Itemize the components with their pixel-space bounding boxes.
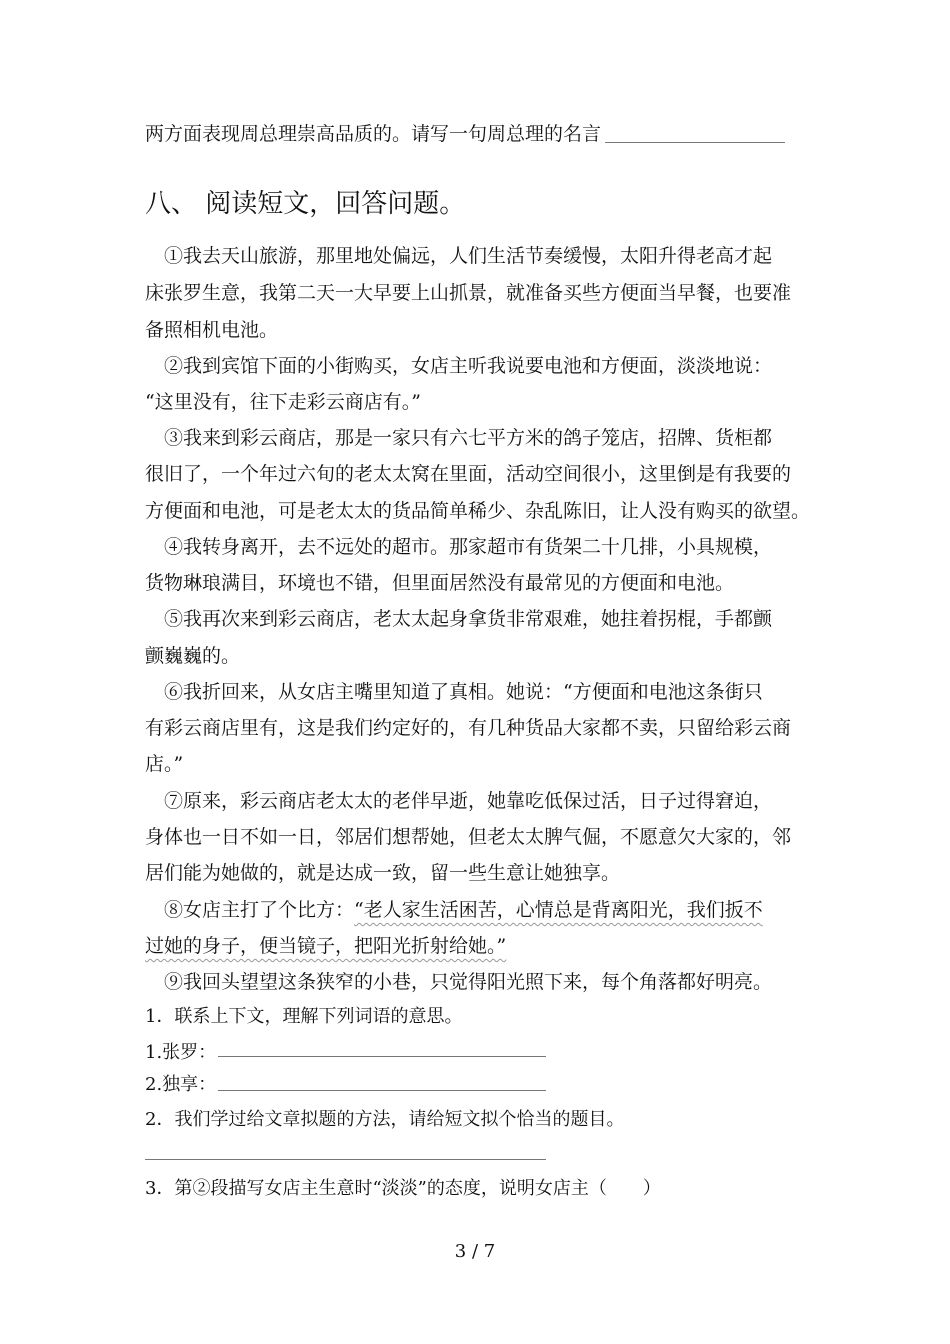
- answer-blank-2[interactable]: [145, 1159, 546, 1160]
- passage-line: 方便面和电池，可是老太太的货品简单稀少、杂乱陈旧，让人没有购买的欲望。: [145, 500, 811, 522]
- passage-line: ①我去天山旅游，那里地处偏远，人们生活节奏缓慢，太阳升得老高才起: [145, 245, 773, 267]
- passage-line: ④我转身离开，去不远处的超市。那家超市有货架二十几排，小具规模，: [145, 536, 773, 558]
- intro-line: [145, 122, 601, 146]
- paragraph-8-prefix: ⑧女店主打了个比方：: [145, 899, 355, 921]
- page-number: 3 / 7: [454, 1241, 496, 1262]
- paragraph-8-underlined-1: “老人家生活困苦，心情总是背离阳光，我们扳不: [354, 899, 763, 921]
- passage-line: “这里没有，往下走彩云商店有。”: [145, 391, 421, 413]
- paragraph-8-underlined-2: 过她的身子，便当镜子，把阳光折射给她。”: [145, 935, 507, 957]
- quote-answer-blank[interactable]: [605, 142, 785, 143]
- passage-line: 很旧了，一个年过六旬的老太太窝在里面，活动空间很小，这里倒是有我要的: [145, 463, 792, 485]
- question-1-item-a: 1.张罗：: [145, 1042, 217, 1063]
- answer-blank-1a[interactable]: [218, 1056, 546, 1057]
- passage-line: ⑦原来，彩云商店老太太的老伴早逝，她靠吃低保过活，日子过得窘迫，: [145, 790, 773, 812]
- passage-line: ⑤我再次来到彩云商店，老太太起身拿货非常艰难，她拄着拐棍，手都颤: [145, 608, 773, 630]
- paragraph-8-line-1: [145, 898, 763, 922]
- passage-line: ③我来到彩云商店，那是一家只有六七平方米的鸽子笼店，招牌、货柜都: [145, 427, 773, 449]
- passage-line: 身体也一日不如一日，邻居们想帮她，但老太太脾气倔，不愿意欠大家的，邻: [145, 826, 792, 848]
- question-2: 2．我们学过给文章拟题的方法，请给短文拟个恰当的题目。: [145, 1109, 625, 1130]
- intro-text: 两方面表现周总理崇高品质的。请写一句周总理的名言: [145, 123, 602, 145]
- passage-line: 颤巍巍的。: [145, 645, 241, 667]
- passage-line: 居们能为她做的，就是达成一致，留一些生意让她独享。: [145, 862, 621, 884]
- paragraph-9: ⑨我回头望望这条狭窄的小巷，只觉得阳光照下来，每个角落都好明亮。: [145, 971, 773, 993]
- passage-line: 货物琳琅满目，环境也不错，但里面居然没有最常见的方便面和电池。: [145, 572, 735, 594]
- passage-line: 备照相机电池。: [145, 319, 279, 341]
- section-heading: 八、 阅读短文，回答问题。: [145, 189, 466, 219]
- question-1: 1．联系上下文，理解下列词语的意思。: [145, 1006, 463, 1027]
- question-3: 3．第②段描写女店主生意时“淡淡”的态度，说明女店主（ ）: [145, 1178, 661, 1199]
- passage-line: 有彩云商店里有，这是我们约定好的，有几种货品大家都不卖，只留给彩云商: [145, 717, 792, 739]
- passage-line: ②我到宾馆下面的小街购买，女店主听我说要电池和方便面，淡淡地说：: [145, 355, 773, 377]
- paragraph-8-line-2: [145, 934, 506, 958]
- passage-line: 床张罗生意，我第二天一大早要上山抓景，就准备买些方便面当早餐，也要准: [145, 282, 792, 304]
- passage-line: ⑥我折回来，从女店主嘴里知道了真相。她说：“方便面和电池这条街只: [145, 681, 763, 703]
- answer-blank-1b[interactable]: [218, 1090, 546, 1091]
- question-1-item-b: 2.独享：: [145, 1074, 217, 1095]
- passage-line: 店。”: [145, 753, 184, 775]
